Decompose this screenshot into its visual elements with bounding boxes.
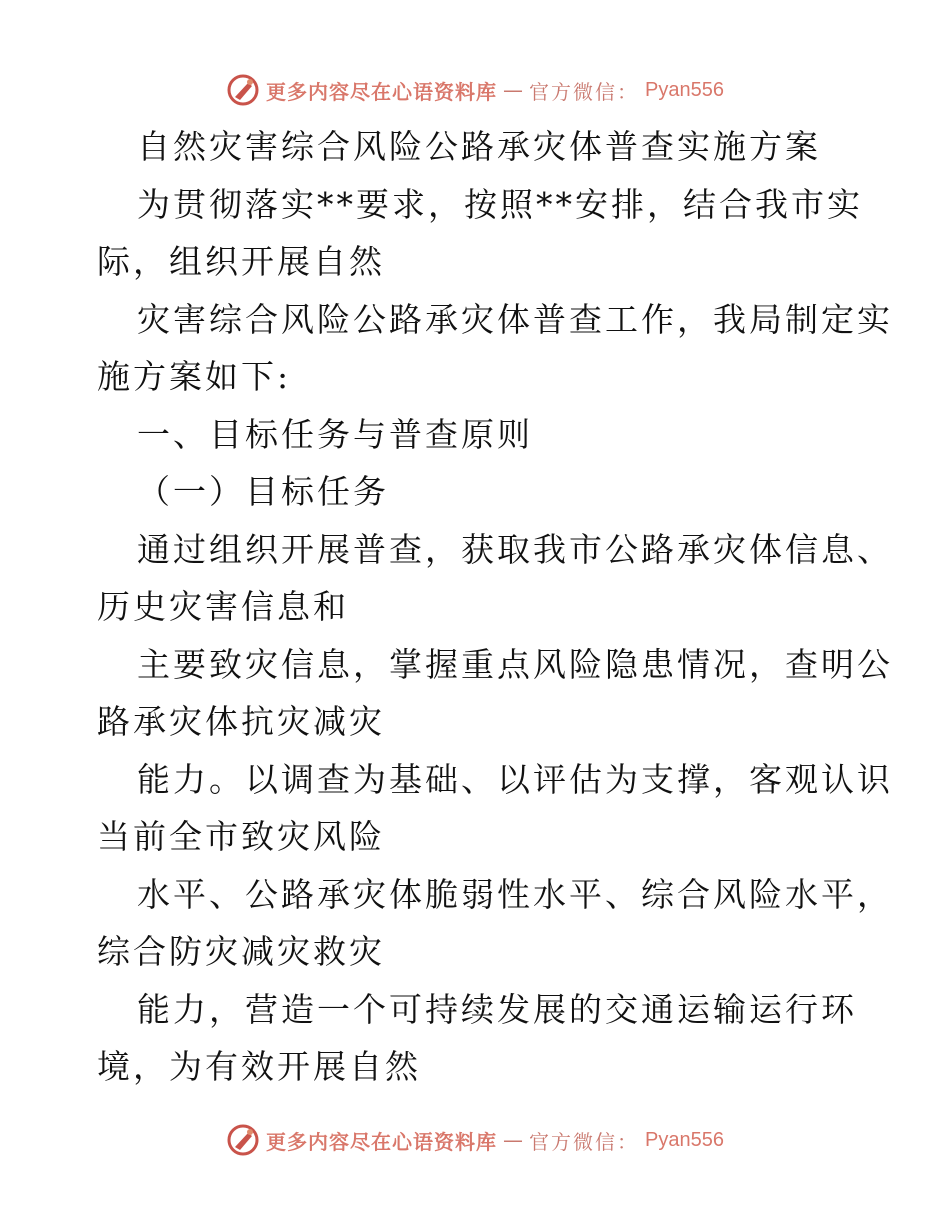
text-line: 水平、公路承灾体脆弱性水平、综合风险水平， bbox=[137, 874, 893, 914]
document-title: 自然灾害综合风险公路承灾体普查实施方案 bbox=[137, 127, 821, 166]
text-line: 能力。以调查为基础、以评估为支撑，客观认识 bbox=[137, 759, 893, 799]
text-line: 路承灾体抗灾减灾 bbox=[97, 702, 385, 741]
banner-wechat-id: Pyan556 bbox=[645, 78, 724, 101]
banner-wechat-id: Pyan556 bbox=[645, 1128, 724, 1151]
text-line: 综合防灾减灾救灾 bbox=[97, 932, 385, 971]
text-line: 历史灾害信息和 bbox=[97, 587, 349, 626]
text-line: 灾害综合风险公路承灾体普查工作，我局制定实 bbox=[137, 299, 893, 339]
text-line: 当前全市致灾风险 bbox=[97, 817, 385, 856]
footer-banner bbox=[0, 1120, 950, 1160]
text-line: 境，为有效开展自然 bbox=[97, 1047, 421, 1086]
text-line: 施方案如下: bbox=[97, 357, 292, 396]
banner-wechat-label: 官方微信： bbox=[529, 1129, 640, 1154]
text-line: 为贯彻落实**要求，按照**安排，结合我市实 bbox=[137, 184, 863, 224]
banner-separator: — bbox=[503, 78, 524, 102]
banner-wechat-label: 官方微信： bbox=[529, 79, 640, 104]
logo-icon bbox=[226, 1123, 260, 1157]
text-line: 际，组织开展自然 bbox=[97, 242, 385, 281]
header-banner bbox=[0, 70, 950, 110]
section-heading: 一、目标任务与普查原则 bbox=[137, 414, 533, 454]
text-line: 主要致灾信息，掌握重点风险隐患情况，查明公 bbox=[137, 644, 893, 684]
document-body bbox=[97, 118, 893, 1096]
banner-text: 更多内容尽在心语资料库 bbox=[266, 1129, 498, 1154]
text-line: 能力，营造一个可持续发展的交通运输运行环 bbox=[137, 989, 857, 1029]
text-line: 通过组织开展普查，获取我市公路承灾体信息、 bbox=[137, 529, 893, 569]
banner-separator: — bbox=[503, 1128, 524, 1152]
banner-text: 更多内容尽在心语资料库 bbox=[266, 79, 498, 104]
subsection-heading: （一）目标任务 bbox=[137, 472, 389, 511]
logo-icon bbox=[226, 73, 260, 107]
